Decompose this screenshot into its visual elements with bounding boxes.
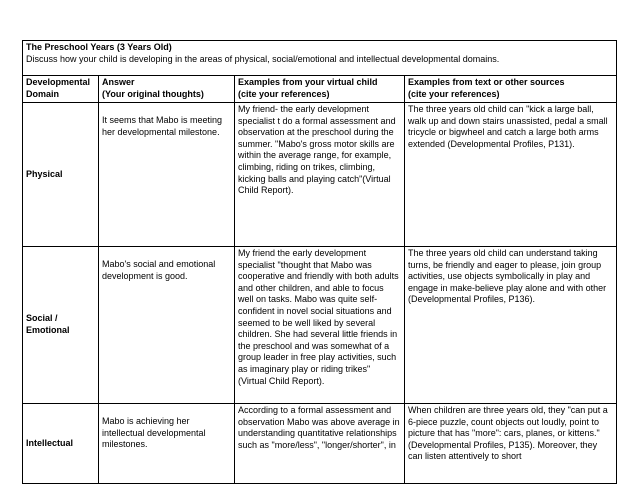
column-header-line: Domain — [26, 88, 60, 99]
column-header-line: Examples from text or other sources — [408, 77, 565, 87]
domain-label: Physical — [26, 168, 63, 179]
column-header-line: (cite your references) — [238, 88, 330, 99]
virtual-child-text: My friend- the early development specialist t do a formal assessment and observation at the preschool during the summer. "Mabo's gross motor skills are within the average range, for example, climbing, riding on trikes, climbing, kicking balls and playing catch"(Virtual Child Report). — [238, 104, 396, 196]
text-sources-text: When children are three years old, they "can put a 6-piece puzzle, count objects out loudly, point to picture that has "more": cars, planes, or kittens." (Developmental Profiles, P135). Moreover, they can listen attentively to short — [408, 405, 608, 462]
table-row-physical — [23, 103, 617, 247]
title-cell — [23, 41, 617, 76]
column-header-line: Developmental — [26, 77, 91, 87]
answer-text: Mabo's social and emotional development is good. — [102, 259, 216, 281]
instructions-text: Discuss how your child is developing in the areas of physical, social/emotional and intellectual developmental domains. — [26, 53, 500, 64]
answer-cell — [99, 404, 235, 484]
answer-text: Mabo is achieving her intellectual developmental milestones. — [102, 416, 206, 450]
domain-cell — [23, 103, 99, 247]
column-header-line: Answer — [102, 77, 135, 87]
title-row — [23, 41, 617, 76]
column-header-line: (Your original thoughts) — [102, 88, 204, 99]
answer-cell — [99, 103, 235, 247]
column-header-line: Examples from your virtual child — [238, 77, 378, 87]
text-sources-text: The three years old child can "kick a large ball, walk up and down stairs unassisted, pedal a small tricycle or bigwheel and catch a large both arms extended (Developmental Profiles, P131). — [408, 104, 608, 149]
domain-cell — [23, 404, 99, 484]
column-header-text-sources — [405, 76, 617, 103]
text-sources-cell — [405, 404, 617, 484]
domain-cell — [23, 247, 99, 404]
table-row-social-emotional — [23, 247, 617, 404]
assignment-table — [22, 40, 617, 484]
column-header-answer — [99, 76, 235, 103]
virtual-child-cell — [235, 247, 405, 404]
text-sources-cell — [405, 247, 617, 404]
column-header-domain — [23, 76, 99, 103]
column-header-line: (cite your references) — [408, 88, 500, 99]
domain-label: Social / — [26, 313, 58, 324]
virtual-child-text: According to a formal assessment and observation Mabo was above average in understanding quantitative relationships such as "more/less", "longer/shorter", in — [238, 405, 400, 450]
domain-label: Emotional — [26, 325, 70, 335]
text-sources-text: The three years old child can understand taking turns, be friendly and eager to please, join group activities, use objects symbolically in play and engage in make-believe play alone and with other (Developmental Profiles, P136). — [408, 248, 607, 305]
virtual-child-cell — [235, 404, 405, 484]
answer-cell — [99, 247, 235, 404]
document-title: The Preschool Years (3 Years Old) — [26, 42, 172, 52]
column-header-virtual-child — [235, 76, 405, 103]
table-row-intellectual — [23, 404, 617, 484]
answer-text: It seems that Mabo is meeting her developmental milestone. — [102, 115, 223, 137]
text-sources-cell — [405, 103, 617, 247]
virtual-child-cell — [235, 103, 405, 247]
domain-label: Intellectual — [26, 437, 74, 448]
header-row — [23, 76, 617, 103]
virtual-child-text: My friend the early development specialist "thought that Mabo was cooperative and friendly with both adults and other children, and able to focus well on tasks. Mabo was quite self-confident in novel social situations and seemed to be well liked by several children. She had several little friends in the preschool and was somewhat of a group leader in free play activities, such as imaginary play or riding trikes" (Virtual Child Report). — [238, 248, 399, 386]
